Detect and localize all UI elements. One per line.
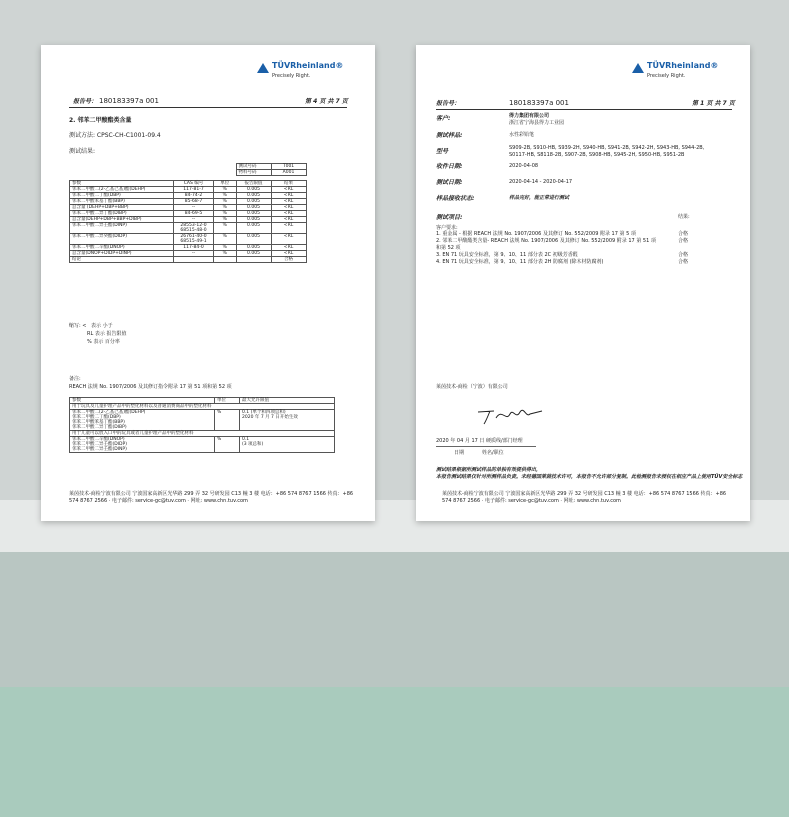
report-number: 180183397a 001 xyxy=(509,99,569,107)
table-cell: % xyxy=(214,245,237,251)
signature-image xyxy=(476,402,546,426)
limit-value xyxy=(240,437,335,453)
condition-value: 样品完好，能正常进行测试 xyxy=(509,195,570,201)
table-cell: 28553-12-0 68515-48-0 xyxy=(174,223,214,234)
limit-value-line: 2020 年 7 月 7 日开始生效 xyxy=(242,415,298,420)
client-label: 客户: xyxy=(436,115,451,122)
tuv-logo xyxy=(632,61,722,91)
test-item: 和第 52 项 xyxy=(436,245,461,251)
column-header: 单位 xyxy=(215,398,240,404)
table-cell: <RL xyxy=(271,193,306,199)
limit-unit: % xyxy=(215,410,240,431)
table-cell: 0.005 xyxy=(236,251,271,257)
condition-label: 样品接收状态: xyxy=(436,195,475,202)
table-cell: <RL xyxy=(271,217,306,223)
limit-unit: % xyxy=(215,437,240,453)
table-cell: 邻苯二甲酸二辛酯(DNOP) xyxy=(70,245,174,251)
table-cell: % xyxy=(214,187,237,193)
table-cell: % xyxy=(214,223,237,234)
limit-value-line: 0.1 (单个和四项总和) xyxy=(242,410,286,415)
table-cell: % xyxy=(214,251,237,257)
table-cell: 26761-40-0 68515-49-1 xyxy=(174,234,214,245)
column-header: 参数 xyxy=(70,398,215,404)
table-cell: 0.005 xyxy=(236,211,271,217)
table-cell: <RL xyxy=(271,251,306,257)
table-cell xyxy=(214,257,237,263)
limit-params xyxy=(70,437,215,453)
table-cell: 合格 xyxy=(271,257,306,263)
table-cell: 0.005 xyxy=(236,199,271,205)
test-item-result: 合格 xyxy=(678,259,689,265)
abbr-label: 缩写: < xyxy=(69,323,87,329)
page-info: 第 1 页 共 7 页 xyxy=(692,100,735,107)
limit-param: 邻苯二甲酸二丁酯(DBP) xyxy=(72,415,121,420)
logo-tagline: Precisely Right. xyxy=(647,73,686,79)
limit-param: 邻苯二甲酸二异壬酯(DINP) xyxy=(72,447,127,452)
table-cell: % xyxy=(214,211,237,217)
table-cell: 邻苯二甲酸二异癸酯(DIDP) xyxy=(70,234,174,245)
table-cell: A001 xyxy=(271,170,306,176)
table-cell: 0.005 xyxy=(236,245,271,251)
model-label: 型号 xyxy=(436,148,449,155)
tuv-triangle-icon xyxy=(632,63,644,73)
results-table xyxy=(69,163,307,263)
table-cell: 邻苯二甲酸二异丁酯(DIBP) xyxy=(70,211,174,217)
table-cell: <RL xyxy=(271,223,306,234)
table-cell: <RL xyxy=(271,245,306,251)
table-cell: 0.005 xyxy=(236,187,271,193)
table-cell: <RL xyxy=(271,211,306,217)
limit-section-heading: 用于玩具及儿童护理产品中的塑化材料以及普通消费商品中的塑化材料 xyxy=(70,404,335,410)
table-row xyxy=(70,437,335,453)
column-header: CAS 编号 xyxy=(174,181,214,187)
table-cell: 0.005 xyxy=(236,223,271,234)
table-cell: <RL xyxy=(271,187,306,193)
sample-label: 测试样品: xyxy=(436,132,463,139)
limit-params xyxy=(70,410,215,431)
table-cell: 117-84-0 xyxy=(174,245,214,251)
test-date-value: 2020-04-14 - 2020-04-17 xyxy=(509,179,573,185)
test-item: 1. 重金属 - 根据 REACH 法规 No. 1907/2006 及其修订 No. 552/2009 附录 17 第 5 项 xyxy=(436,231,636,237)
test-item-result: 合格 xyxy=(678,252,689,258)
name-label: 姓名/职位 xyxy=(482,450,504,456)
table-cell: 邻苯二甲酸二(2-乙基己基)酯(DEHP) xyxy=(70,187,174,193)
table-cell: 0.005 xyxy=(236,193,271,199)
limit-param: 邻苯二甲酸二异丁酯(DIBP) xyxy=(72,425,127,430)
table-cell: 邻苯二甲酸二丁酯(DBP) xyxy=(70,193,174,199)
test-method: 测试方法: CPSC-CH-C1001-09.4 xyxy=(69,132,161,139)
table-cell: 0.005 xyxy=(236,205,271,211)
table-row xyxy=(70,410,335,431)
model-value: S0117-HB, S8118-2B, S907-2B, S908-HB, S945-2H, S950-HB, S951-2B xyxy=(509,152,685,158)
limit-param: 邻苯二甲酸二(2-乙基己基)酯(DEHP) xyxy=(72,410,146,415)
table-cell: <RL xyxy=(271,199,306,205)
conclusion-label: 结果: xyxy=(678,214,690,220)
table-cell: 总含量(DEHP+DBP+BBP+DIBP) xyxy=(70,217,174,223)
table-cell: 测试号码 xyxy=(236,164,271,170)
table-cell xyxy=(236,257,271,263)
tuv-logo xyxy=(257,61,347,91)
logo-name: TÜVRheinland® xyxy=(647,61,719,70)
disclaimer-line: 测试结果根据所测试样品的单独有效提供得出， xyxy=(436,467,542,473)
limit-value xyxy=(240,410,335,431)
disclaimer-line: 本报告测试结果仅针对所测样品负责。未经德国莱茵技术许可，本报告不允许部分复制。此检测报告未授权在相应产品上使用TÜV安全标志 xyxy=(436,474,743,480)
report-label: 报告号： xyxy=(436,100,461,107)
date-label: 日期 xyxy=(454,450,465,456)
header-rule xyxy=(436,109,732,110)
report-page-1 xyxy=(416,45,750,521)
received-label: 收件日期: xyxy=(436,163,463,170)
table-cell: -- xyxy=(174,251,214,257)
table-cell: 总含量 (DEHP+DBP+BBP) xyxy=(70,205,174,211)
abbr-line: % 表示 百分率 xyxy=(87,339,120,345)
table-cell: -- xyxy=(174,217,214,223)
table-row xyxy=(70,223,307,234)
table-cell: 0.005 xyxy=(236,217,271,223)
table-cell: 结论 xyxy=(70,257,174,263)
header-rule xyxy=(69,107,347,108)
page-info: 第 4 页 共 7 页 xyxy=(305,98,348,105)
report-page-4 xyxy=(41,45,375,521)
table-cell: -- xyxy=(174,205,214,211)
table-row xyxy=(70,234,307,245)
notes-label: 备注: xyxy=(69,376,81,382)
received-value: 2020-04-08 xyxy=(509,163,539,169)
table-cell: % xyxy=(214,205,237,211)
company-name: 莱茵技术-商检（宁波）有限公司 xyxy=(436,384,508,390)
model-value: S909-2B, S910-HB, S939-2H, S940-HB, S941-2B, S942-2H, S943-HB, S944-2B, xyxy=(509,145,705,151)
sample-value: 水性彩铅笔 xyxy=(509,132,535,138)
table-cell: 0.005 xyxy=(236,234,271,245)
column-header: 结果 xyxy=(271,181,306,187)
table-cell: % xyxy=(214,199,237,205)
report-number: 180183397a 001 xyxy=(99,97,159,105)
logo-tagline: Precisely Right. xyxy=(272,73,311,79)
limits-table-wrap xyxy=(69,397,335,453)
table-cell: 85-68-7 xyxy=(174,199,214,205)
client-name: 得力集团有限公司 xyxy=(509,113,550,119)
column-header: 单位 xyxy=(214,181,237,187)
table-cell xyxy=(174,257,214,263)
abbr-line: 表示 小于 xyxy=(91,323,113,329)
footer-line: 574 8767 2566 · 电子邮件: service-gc@tuv.com · 网址: www.chn.tuv.com xyxy=(442,498,621,504)
column-header: 最大允许限值 xyxy=(240,398,335,404)
table-cell: 邻苯二甲酸二异壬酯(DINP) xyxy=(70,223,174,234)
notes-text: REACH 法规 No. 1907/2006 及其修订指令附录 17 第 51 项和第 52 项 xyxy=(69,384,232,390)
limit-param: 邻苯二甲酸二辛酯(DNOP) xyxy=(72,437,125,442)
background-base xyxy=(0,687,789,817)
table-cell: <RL xyxy=(271,234,306,245)
background-panel xyxy=(0,552,789,687)
table-cell: 84-74-2 xyxy=(174,193,214,199)
sign-rule xyxy=(436,446,536,447)
table-cell: % xyxy=(214,217,237,223)
client-address: 浙江省宁海县得力工业园 xyxy=(509,120,565,126)
test-item: 4. EN 71 玩具安全标准，第 9、10、11 部分表 2H 防腐剂 (除木材防腐剂) xyxy=(436,259,604,265)
test-date-label: 测试日期: xyxy=(436,179,463,186)
table-cell: 84-69-5 xyxy=(174,211,214,217)
footer-line: 574 8767 2566 · 电子邮件: service-gc@tuv.com · 网址: www.chn.tuv.com xyxy=(69,498,248,504)
test-item: 2. 邻苯二甲酸酯类含量- REACH 法规 No. 1907/2006 及其修订 No. 552/2009 附录 17 第 51 项 xyxy=(436,238,656,244)
table-cell: % xyxy=(214,193,237,199)
limits-table xyxy=(69,397,335,453)
items-label: 测试项目: xyxy=(436,214,463,221)
table-cell: 邻苯二甲酸苯基丁酯(BBP) xyxy=(70,199,174,205)
abbr-line: RL 表示 报告限值 xyxy=(87,331,127,337)
client-req-label: 客户要求: xyxy=(436,225,458,231)
column-header: 报告限值 xyxy=(236,181,271,187)
results-label: 测试结果: xyxy=(69,148,96,155)
sign-date: 2020 年 04 月 17 日 硬质线/部门经理 xyxy=(436,438,523,444)
limit-value-line: (3 项总和) xyxy=(242,442,264,447)
limit-value-line: 0.1 xyxy=(242,437,250,442)
limit-section-heading: 用于儿童可以放入口中的玩具或者儿童护理产品中的塑化材料 xyxy=(70,431,335,437)
table-cell: % xyxy=(214,234,237,245)
table-cell: <RL xyxy=(271,205,306,211)
tuv-triangle-icon xyxy=(257,63,269,73)
section-title: 2. 邻苯二甲酸酯类含量 xyxy=(69,117,132,124)
table-cell: 117-81-7 xyxy=(174,187,214,193)
footer-line: 莱茵技术-商检宁波有限公司 宁波国家高新区光华路 299 弄 32 号研发园 C13 幢 3 楼 电话：+86 574 8767 1566 传真：+86 xyxy=(442,491,727,497)
report-label: 报告号： xyxy=(73,98,98,105)
limit-param: 邻苯二甲酸苯基丁酯(BBP) xyxy=(72,420,125,425)
test-item-result: 合格 xyxy=(678,238,689,244)
results-table-wrap xyxy=(69,163,307,263)
limit-param: 邻苯二甲酸二异壬酯(DIDP) xyxy=(72,442,127,447)
footer-line: 莱茵技术-商检宁波有限公司 宁波国家高新区光华路 299 弄 32 号研发园 C13 幢 3 楼 电话：+86 574 8767 1566 传真：+86 xyxy=(69,491,354,497)
column-header: 参数 xyxy=(70,181,174,187)
table-cell: 物料号码 xyxy=(236,170,271,176)
table-cell: 总含量(DNOP+DIDP+DINP) xyxy=(70,251,174,257)
test-item-result: 合格 xyxy=(678,231,689,237)
test-item: 3. EN 71 玩具安全标准，第 9、10、11 部分表 2C 初级芳香醛 xyxy=(436,252,578,258)
table-cell: T001 xyxy=(271,164,306,170)
table-row xyxy=(70,257,307,263)
logo-name: TÜVRheinland® xyxy=(272,61,344,70)
